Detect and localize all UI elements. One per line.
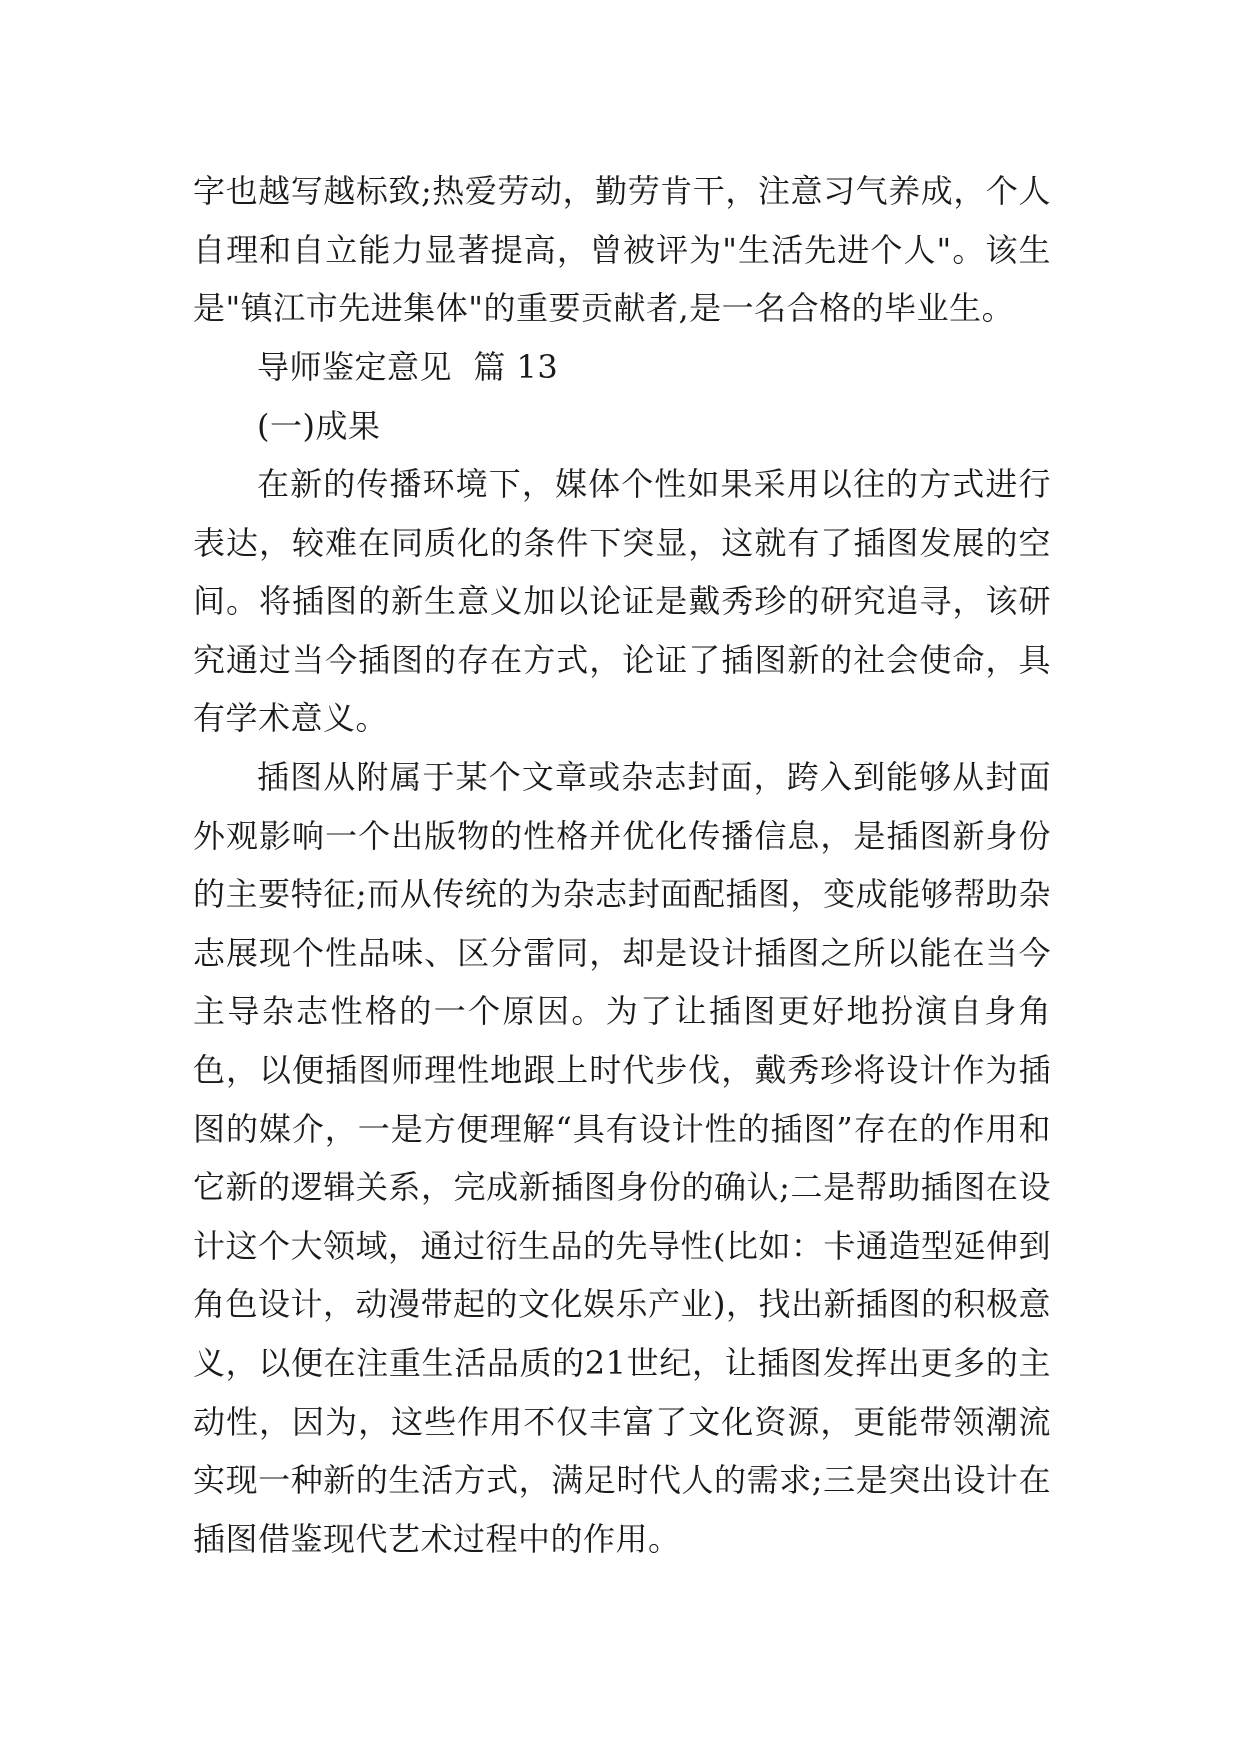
body-paragraph: 插图从附属于某个文章或杂志封面，跨入到能够从封面外观影响一个出版物的性格并优化传播信息，是插图新身份的主要特征;而从传统的为杂志封面配插图，变成能够帮助杂志展现个性品味、区分雷同，却是设计插图之所以能在当今主导杂志性格的一个原因。为了让插图更好地扮演自身角色，以便插图师理性地跟上时代步伐，戴秀珍将设计作为插图的媒介，一是方便理解“具有设计性的插图”存在的作用和它新的逻辑关系，完成新插图身份的确认;二是帮助插图在设计这个大领域，通过衍生品的先导性(比如：卡通造型延伸到角色设计，动漫带起的文化娱乐产业)，找出新插图的积极意义，以便在注重生活品质的21世纪，让插图发挥出更多的主动性，因为，这些作用不仅丰富了文化资源，更能带领潮流实现一种新的生活方式，满足时代人的需求;三是突出设计在插图借鉴现代艺术过程中的作用。 — [193, 757, 1051, 1558]
body-paragraph: 在新的传播环境下，媒体个性如果采用以往的方式进行表达，较难在同质化的条件下突显，这就有了插图发展的空间。将插图的新生意义加以论证是戴秀珍的研究追寻，该研究通过当今插图的存在方式，论证了插图新的社会使命，具有学术意义。 — [193, 465, 1051, 738]
body-text-block — [193, 455, 1051, 1568]
section-title: 导师鉴定意见 篇 13 — [257, 348, 559, 386]
section-heading-block — [193, 338, 1051, 455]
continuation-block — [193, 162, 1051, 338]
subsection-title: (一)成果 — [257, 406, 381, 445]
continuation-paragraph: 字也越写越标致;热爱劳动，勤劳肯干，注意习气养成，个人自理和自立能力显著提高，曾被评为"生活先进个人"。该生是"镇江市先进集体"的重要贡献者,是一名合格的毕业生。 — [193, 172, 1051, 328]
